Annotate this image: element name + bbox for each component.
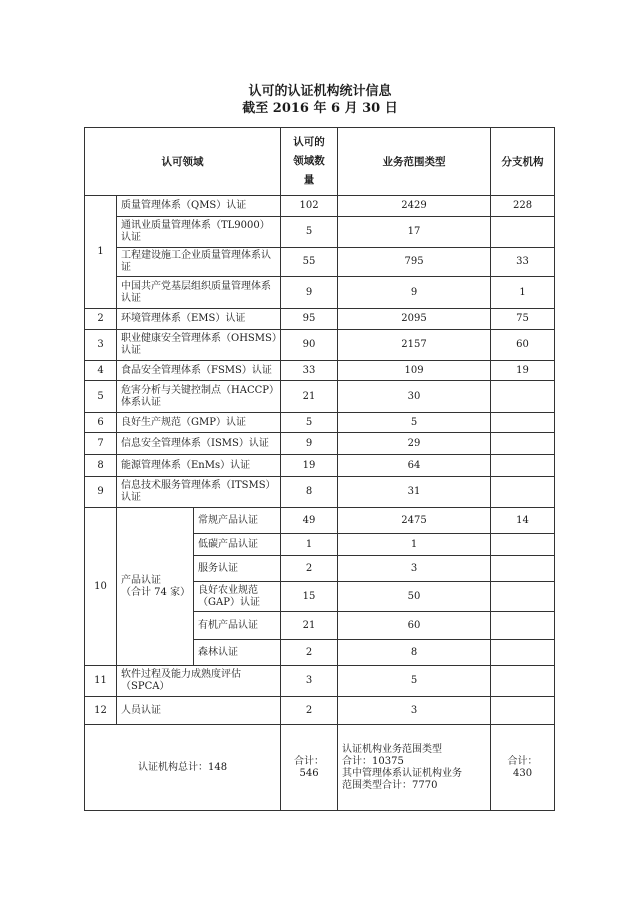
table-header-row — [85, 128, 555, 196]
scope-cell: 3 — [338, 697, 491, 725]
row-number: 3 — [85, 330, 117, 361]
count-total: 合计： 546 — [281, 725, 338, 811]
branch-cell — [491, 477, 555, 508]
branch-cell: 33 — [491, 248, 555, 277]
field-name: 危害分析与关键控制点（HACCP）体系认证 — [117, 381, 281, 413]
branch-cell: 228 — [491, 196, 555, 217]
field-name: 信息技术服务管理体系（ITSMS）认证 — [117, 477, 281, 508]
field-name: 森林认证 — [194, 640, 281, 666]
field-name: 低碳产品认证 — [194, 534, 281, 556]
branch-cell — [491, 612, 555, 640]
count-cell: 102 — [281, 196, 338, 217]
field-name: 信息安全管理体系（ISMS）认证 — [117, 433, 281, 455]
field-name: 中国共产党基层组织质量管理体系认证 — [117, 277, 281, 309]
table-row — [85, 381, 555, 413]
row-number: 6 — [85, 413, 117, 433]
scope-cell: 2475 — [338, 508, 491, 534]
field-name: 良好农业规范（GAP）认证 — [194, 582, 281, 612]
scope-cell: 9 — [338, 277, 491, 309]
count-cell: 95 — [281, 309, 338, 330]
header-count: 认可的 领域数 量 — [281, 128, 338, 196]
field-name: 能源管理体系（EnMs）认证 — [117, 455, 281, 477]
header-branch: 分支机构 — [491, 128, 555, 196]
row-number: 10 — [85, 508, 117, 666]
header-field: 认可领域 — [85, 128, 281, 196]
field-name: 环境管理体系（EMS）认证 — [117, 309, 281, 330]
scope-cell: 8 — [338, 640, 491, 666]
table-row — [85, 196, 555, 217]
field-name: 有机产品认证 — [194, 612, 281, 640]
branch-cell — [491, 455, 555, 477]
table-row — [85, 413, 555, 433]
field-name: 良好生产规范（GMP）认证 — [117, 413, 281, 433]
scope-cell: 17 — [338, 217, 491, 248]
field-name: 通讯业质量管理体系（TL9000）认证 — [117, 217, 281, 248]
row-number: 11 — [85, 666, 117, 697]
table-row — [85, 309, 555, 330]
branch-cell — [491, 381, 555, 413]
row-number: 2 — [85, 309, 117, 330]
scope-cell: 31 — [338, 477, 491, 508]
scope-cell: 2095 — [338, 309, 491, 330]
count-cell: 5 — [281, 413, 338, 433]
branch-cell — [491, 433, 555, 455]
table-row — [85, 330, 555, 361]
count-cell: 9 — [281, 433, 338, 455]
count-cell: 2 — [281, 640, 338, 666]
row-number: 5 — [85, 381, 117, 413]
scope-cell: 29 — [338, 433, 491, 455]
field-name: 软件过程及能力成熟度评估（SPCA） — [117, 666, 281, 697]
count-cell: 15 — [281, 582, 338, 612]
branch-cell: 19 — [491, 361, 555, 381]
count-cell: 21 — [281, 381, 338, 413]
count-cell: 33 — [281, 361, 338, 381]
scope-cell: 3 — [338, 556, 491, 582]
field-name: 食品安全管理体系（FSMS）认证 — [117, 361, 281, 381]
branch-cell: 14 — [491, 508, 555, 534]
count-cell: 8 — [281, 477, 338, 508]
branch-cell: 75 — [491, 309, 555, 330]
table-row — [85, 217, 555, 248]
table-row — [85, 666, 555, 697]
table-row — [85, 477, 555, 508]
count-cell: 19 — [281, 455, 338, 477]
scope-cell: 50 — [338, 582, 491, 612]
total-orgs: 认证机构总计：148 — [85, 725, 281, 811]
count-cell: 5 — [281, 217, 338, 248]
table-row — [85, 508, 555, 534]
count-cell: 21 — [281, 612, 338, 640]
field-name: 服务认证 — [194, 556, 281, 582]
scope-cell: 60 — [338, 612, 491, 640]
scope-total: 认证机构业务范围类型 合计：10375 其中管理体系认证机构业务 范围类型合计：7770 — [338, 725, 491, 811]
scope-cell: 2429 — [338, 196, 491, 217]
table-row — [85, 248, 555, 277]
table-row — [85, 433, 555, 455]
count-cell: 1 — [281, 534, 338, 556]
scope-cell: 1 — [338, 534, 491, 556]
accreditation-stats-table — [84, 127, 555, 811]
branch-cell — [491, 666, 555, 697]
branch-cell — [491, 534, 555, 556]
scope-cell: 64 — [338, 455, 491, 477]
document-subtitle: 截至 2016 年 6 月 30 日 — [242, 101, 398, 116]
table-row — [85, 361, 555, 381]
branch-total: 合计： 430 — [491, 725, 555, 811]
scope-cell: 109 — [338, 361, 491, 381]
count-cell: 2 — [281, 697, 338, 725]
table-row — [85, 697, 555, 725]
summary-row — [85, 725, 555, 811]
document-title: 认可的认证机构统计信息 — [248, 84, 392, 99]
branch-cell: 1 — [491, 277, 555, 309]
row-number: 12 — [85, 697, 117, 725]
row-number: 7 — [85, 433, 117, 455]
field-name: 质量管理体系（QMS）认证 — [117, 196, 281, 217]
row-number: 9 — [85, 477, 117, 508]
scope-cell: 795 — [338, 248, 491, 277]
count-cell: 55 — [281, 248, 338, 277]
field-name: 工程建设施工企业质量管理体系认证 — [117, 248, 281, 277]
row-number: 4 — [85, 361, 117, 381]
table-row — [85, 277, 555, 309]
count-cell: 49 — [281, 508, 338, 534]
branch-cell — [491, 640, 555, 666]
field-name: 职业健康安全管理体系（OHSMS）认证 — [117, 330, 281, 361]
branch-cell — [491, 556, 555, 582]
header-scope: 业务范围类型 — [338, 128, 491, 196]
scope-cell: 30 — [338, 381, 491, 413]
row-number: 1 — [85, 196, 117, 309]
table-row — [85, 455, 555, 477]
count-cell: 9 — [281, 277, 338, 309]
branch-cell — [491, 217, 555, 248]
field-name: 人员认证 — [117, 697, 281, 725]
scope-cell: 2157 — [338, 330, 491, 361]
count-cell: 3 — [281, 666, 338, 697]
branch-cell: 60 — [491, 330, 555, 361]
field-name: 常规产品认证 — [194, 508, 281, 534]
branch-cell — [491, 697, 555, 725]
branch-cell — [491, 582, 555, 612]
count-cell: 90 — [281, 330, 338, 361]
count-cell: 2 — [281, 556, 338, 582]
product-cert-group: 产品认证 （合计 74 家） — [117, 508, 194, 666]
branch-cell — [491, 413, 555, 433]
scope-cell: 5 — [338, 666, 491, 697]
row-number: 8 — [85, 455, 117, 477]
scope-cell: 5 — [338, 413, 491, 433]
